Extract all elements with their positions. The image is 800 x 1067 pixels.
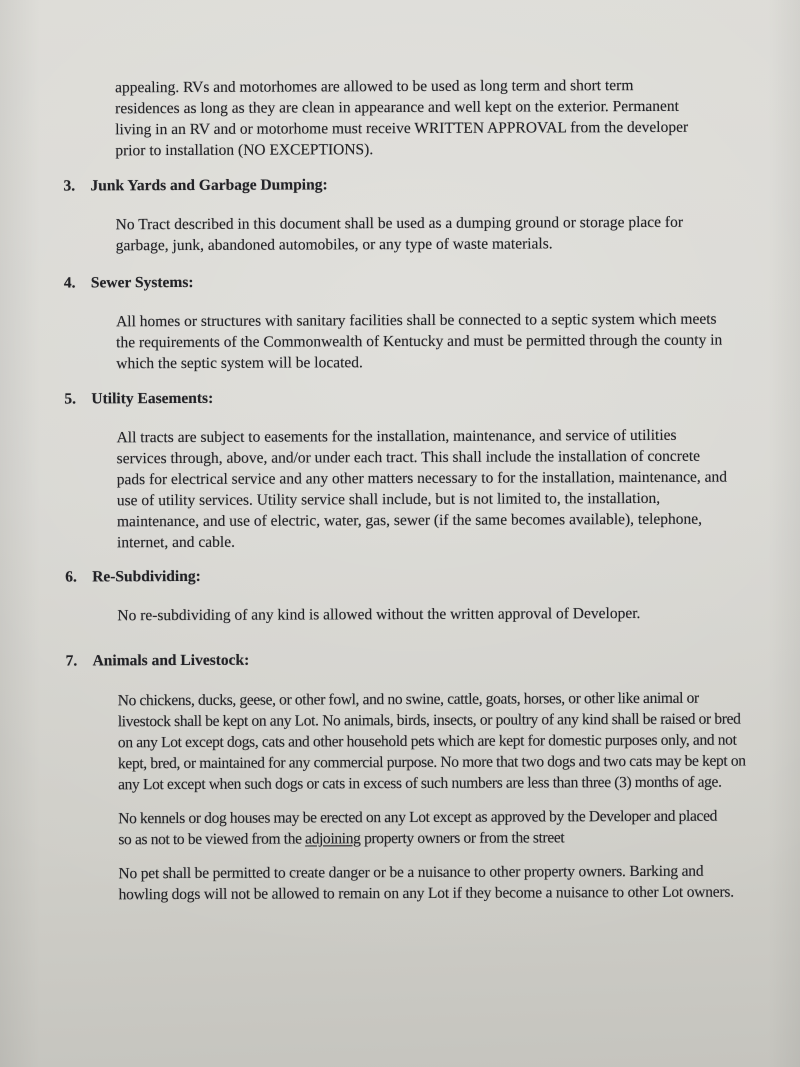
section-paragraph: No pet shall be permitted to create danger or be a nuisance to other property owners. Barking and howling dogs will not be allowed to remain on any Lot if they become a nuisance to other Lot owners. bbox=[118, 862, 734, 904]
paragraph-rv-continuation: appealing. RVs and motorhomes are allowed to be used as long term and short term residences as long as they are clean in appearance and well kept on the exterior. Permanent living in an RV and or motorhome must receive WRITTEN APPROVAL from the developer prior to installation (NO EXCEPTIONS). bbox=[115, 77, 689, 160]
section-paragraph: No Tract described in this document shall be used as a dumping ground or storage place for garbage, junk, abandoned automobiles, or any type of waste materials. bbox=[115, 213, 684, 255]
section-sewer-systems bbox=[64, 269, 751, 374]
section-heading bbox=[64, 385, 751, 409]
section-number: 3. bbox=[63, 177, 76, 195]
underlined-word-adjoining: adjoining bbox=[305, 830, 361, 848]
section-title: Re-Subdividing: bbox=[92, 567, 201, 586]
section-paragraph: No chickens, ducks, geese, or other fowl, and no swine, cattle, goats, horses, or other like animal or livestock shall be kept on any Lot. No animals, birds, insects, or poultry of any kind shall be raised or bred on any Lot except dogs, cats and other household pets which are kept for domestic purposes only, and not kept, bred, or maintained for any commercial purpose. No more that two dogs and two cats may be kept on any Lot except when such dogs or cats in excess of such numbers are less than three (3) months of age. bbox=[117, 689, 746, 794]
section-number: 5. bbox=[64, 390, 77, 408]
kennels-text-before: No kennels or dog houses may be erected on any Lot except as approved by the Developer and placed so as not to be viewed from the bbox=[118, 807, 718, 849]
section-number: 7. bbox=[65, 652, 78, 670]
section-utility-easements bbox=[64, 385, 752, 553]
section-number: 6. bbox=[65, 568, 77, 586]
section-animals-livestock bbox=[66, 647, 754, 905]
section-title: Animals and Livestock: bbox=[92, 651, 250, 670]
section-title: Utility Easements: bbox=[91, 389, 214, 408]
document-page bbox=[63, 75, 754, 906]
kennels-text-after: property owners or from the street bbox=[360, 829, 565, 848]
section-title: Sewer Systems: bbox=[90, 273, 194, 292]
section-heading bbox=[63, 173, 750, 197]
section-paragraph: All tracts are subject to easements for the installation, maintenance, and service of utilities services through, above, and/or under each tract. This shall include the installation of concrete pads for electrical service and any other matters necessary to for the installation, maintenance, and use of utility services. Utility service shall include, but is not limited to, the installation, maintenance, and use of electric, water, gas, sewer (if the same becomes available), telephone, internet, and cable. bbox=[116, 426, 728, 552]
section-heading bbox=[65, 563, 752, 587]
section-heading bbox=[66, 647, 753, 671]
section-paragraph: All homes or structures with sanitary facilities shall be connected to a septic system which meets the requirements of the Commonwealth of Kentucky and must be permitted through the county in which the septic system will be located. bbox=[116, 310, 723, 373]
section-title: Junk Yards and Garbage Dumping: bbox=[90, 176, 328, 195]
section-paragraph: No re-subdividing of any kind is allowed without the written approval of Developer. bbox=[117, 604, 641, 625]
section-re-subdividing bbox=[65, 563, 752, 626]
section-heading bbox=[64, 269, 751, 293]
section-paragraph-kennels bbox=[118, 806, 730, 851]
section-number: 4. bbox=[63, 274, 76, 292]
section-junk-yards bbox=[63, 173, 750, 257]
